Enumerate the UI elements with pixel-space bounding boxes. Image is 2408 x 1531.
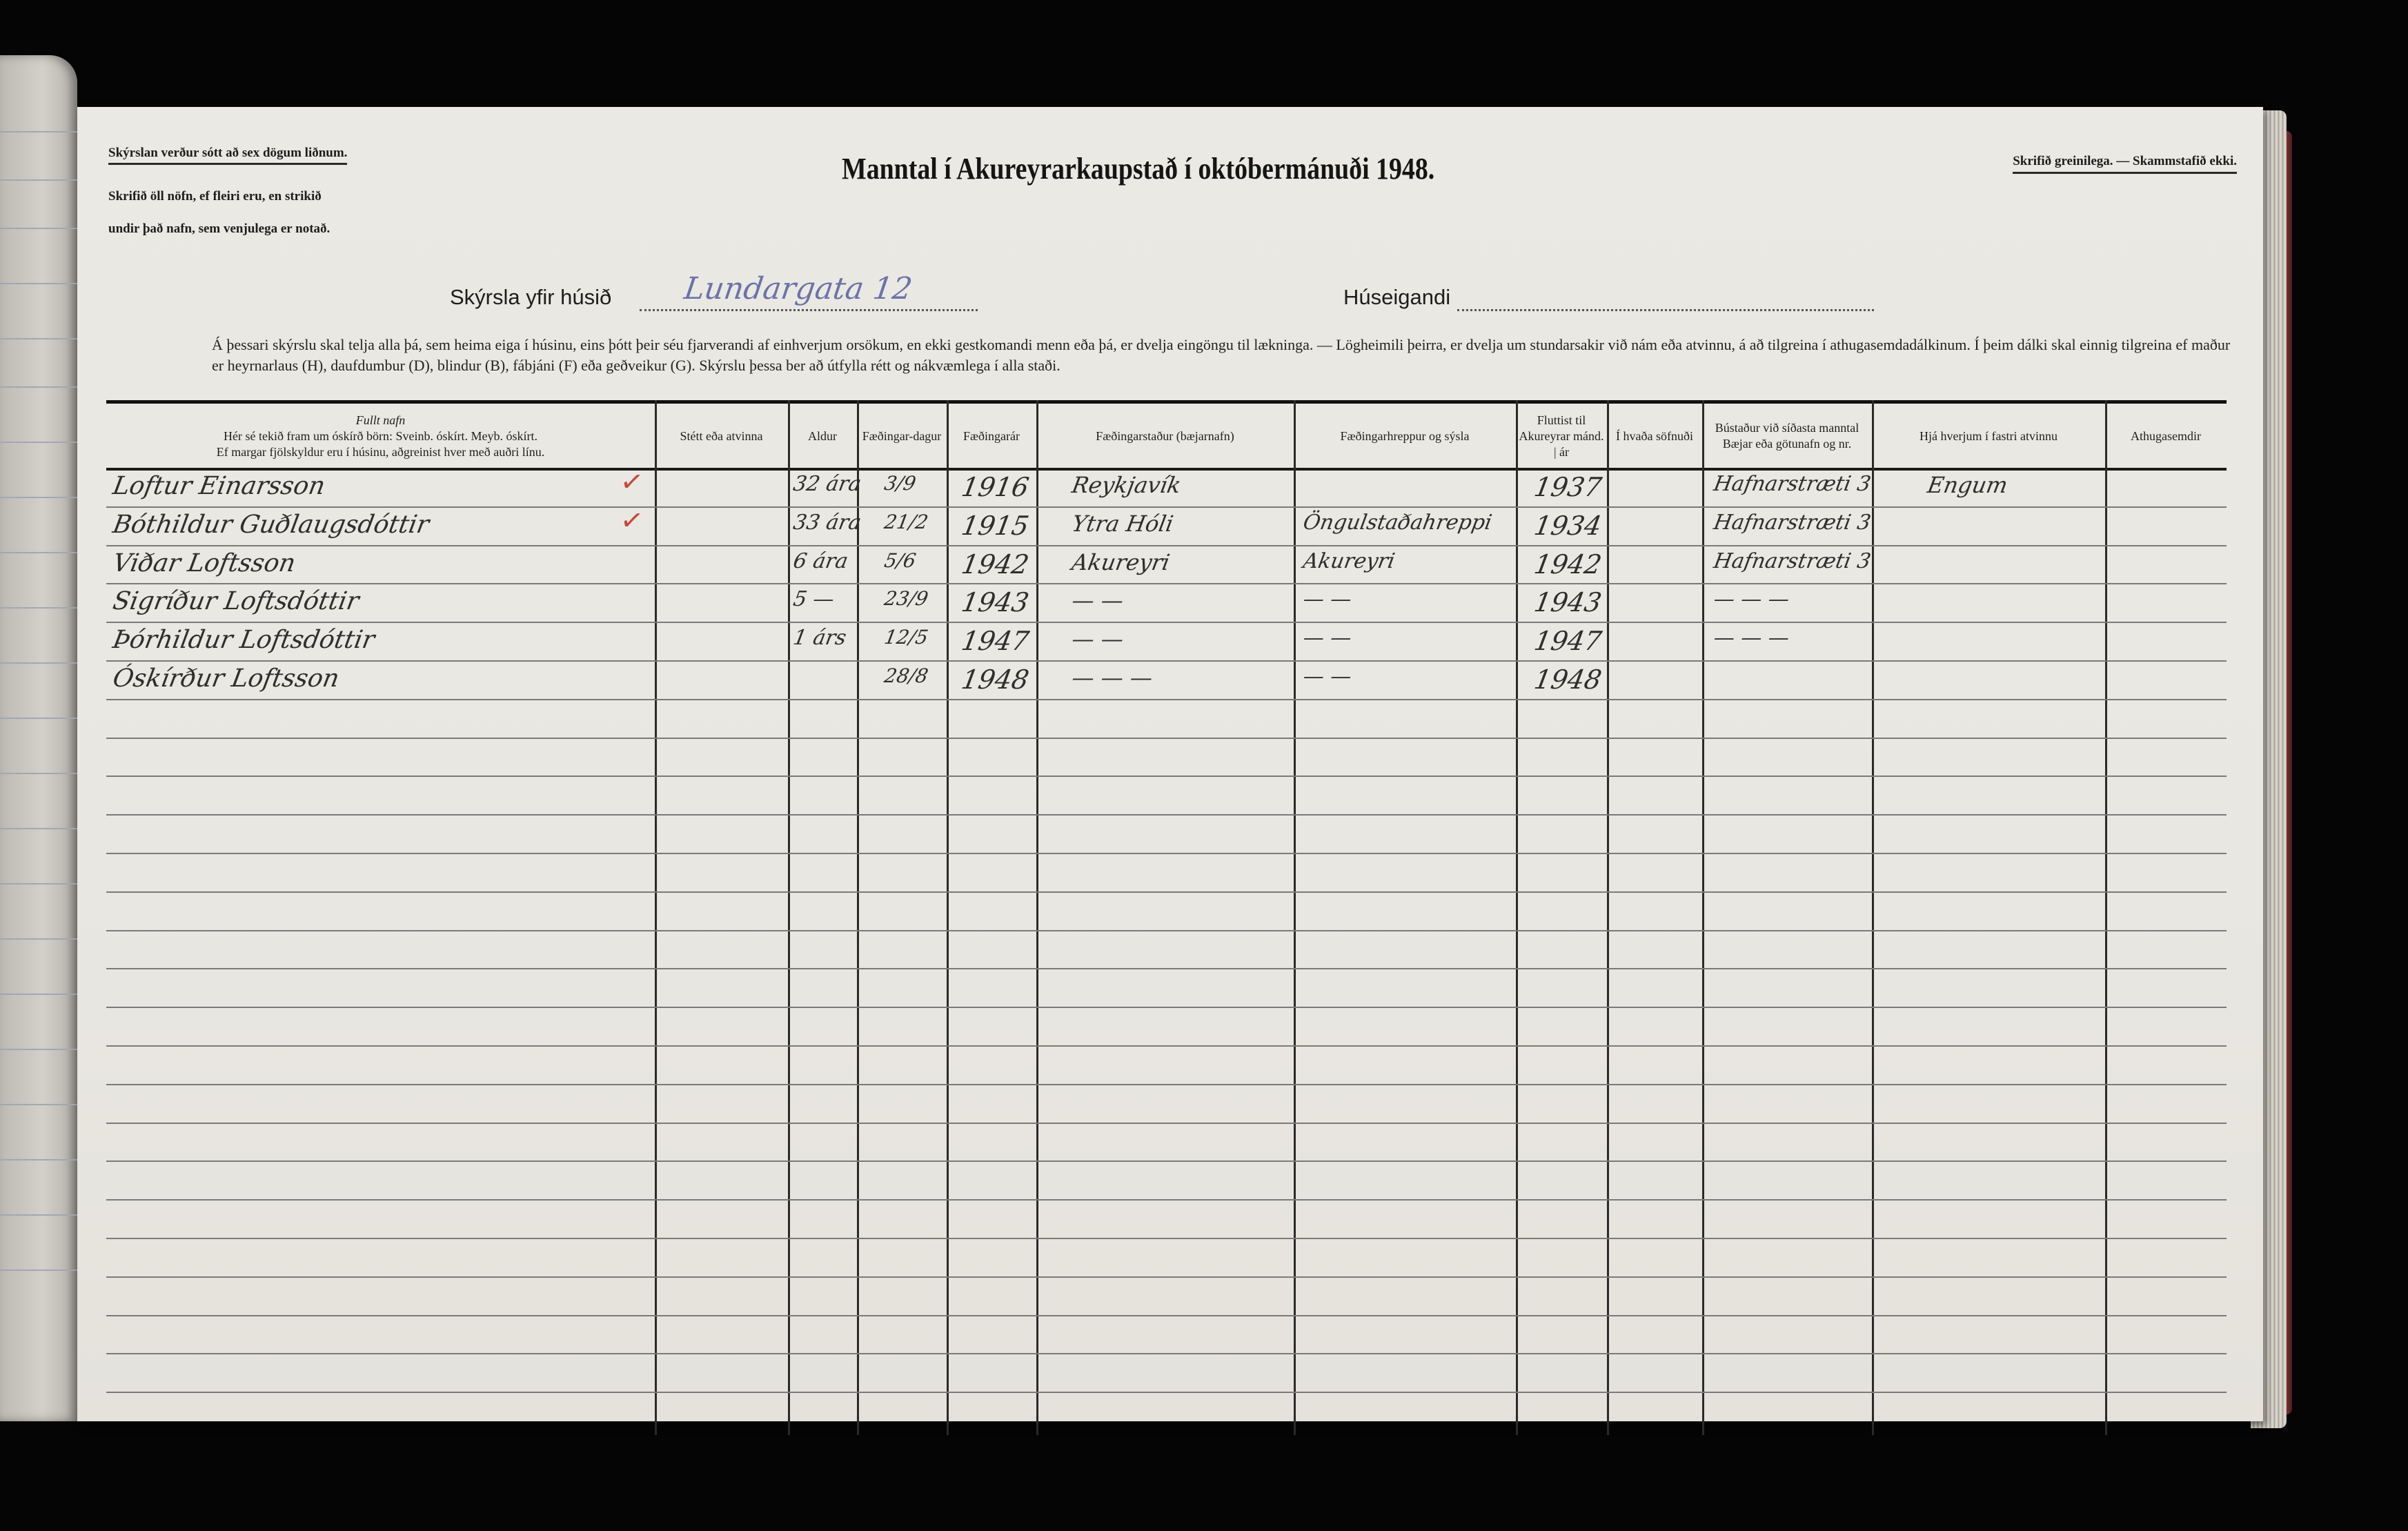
row-birth-place: — — — [1069,664,1155,691]
column-divider [1516,400,1518,1435]
row-birth-year: 1947 [959,626,1032,656]
column-divider [947,400,949,1435]
row-birth-place: Reykjavík [1069,472,1183,498]
row-age: 6 ára [791,549,850,573]
column-header-name-title: Fullt nafn [355,413,406,427]
ruled-line [106,930,2227,931]
report-house-label: Skýrsla yfir húsið [450,285,612,309]
row-birth-day: 5/6 [882,549,918,572]
row-birth-parish: Akureyri [1301,549,1397,573]
left-page-edge [0,55,77,1421]
row-age: 32 ára [791,472,863,496]
row-birth-year: 1942 [959,549,1032,580]
column-header-employer: Hjá hverjum í fastri atvinnu [1920,428,2057,443]
ruled-line [106,699,2227,700]
row-name: Bóthildur Guðlaugsdóttir [110,511,431,539]
row-previous-residence: Hafnarstræti 3 [1711,549,1873,573]
row-birth-day: 3/9 [882,472,918,495]
column-header-birth-year: Fæðingarár [963,428,1020,443]
column-header-remarks: Athugasemdir [2131,428,2201,443]
row-birth-day: 12/5 [882,626,930,649]
row-moved-year: 1948 [1532,664,1604,695]
row-birth-day: 23/9 [882,587,930,610]
ruled-line [106,1199,2227,1201]
column-divider [1607,400,1609,1435]
ruled-line [106,1238,2227,1239]
row-moved-year: 1943 [1532,587,1604,618]
report-house-value[interactable]: Lundargata 12 [682,271,915,306]
names-notice-line-1: Skrifið öll nöfn, ef fleiri eru, en strikið [108,189,322,204]
row-birth-parish: — — [1301,626,1354,650]
row-name: Loftur Einarsson [110,472,328,500]
ruled-line [106,968,2227,969]
row-birth-place: — — [1069,587,1126,613]
ruled-line [106,1392,2227,1393]
row-previous-residence: — — — [1711,587,1792,611]
row-birth-year: 1916 [959,472,1032,502]
column-header-name-note-2: Ef margar fjölskyldur eru í húsinu, aðgreinist hver með auðri línu. [216,444,545,459]
ruled-line [106,1276,2227,1278]
ruled-line [106,1084,2227,1085]
ruled-line [106,776,2227,777]
house-owner-field-line[interactable] [1457,309,1874,311]
census-table [106,400,2227,1435]
column-header-name-note-1: Hér sé tekið fram um óskírð börn: Sveinb. óskírt. Meyb. óskírt. [224,428,537,443]
row-birth-day: 28/8 [882,664,930,687]
ruled-line [106,1007,2227,1008]
row-name: Þórhildur Loftsdóttir [110,626,377,654]
house-owner-label: Húseigandi [1343,285,1451,309]
row-name: Sigríður Loftsdóttir [110,587,362,615]
ruled-line [106,1353,2227,1354]
row-moved-year: 1947 [1532,626,1604,656]
row-previous-residence: — — — [1711,626,1792,650]
column-header-birth-place: Fæðingarstaður (bæjarnafn) [1096,428,1234,443]
row-birth-year: 1915 [959,511,1032,541]
table-top-rule [106,400,2227,404]
row-birth-day: 21/2 [882,511,930,533]
ruled-line [106,583,2227,584]
row-name: Óskírður Loftsson [110,664,342,693]
row-birth-year: 1943 [959,587,1032,618]
column-header-moved-to-akureyri: Fluttist til Akureyrar mánd. | ár [1519,413,1604,459]
row-birth-year: 1948 [959,664,1032,695]
row-moved-year: 1934 [1532,511,1604,541]
column-header-occupation: Stétt eða atvinna [680,428,763,443]
ruled-line [106,1315,2227,1316]
ruled-line [106,1160,2227,1162]
red-check-mark: ✓ [618,503,646,539]
form-title: Manntal í Akureyrarkaupstað í októbermánuði 1948. [842,152,1435,186]
row-birth-parish: — — [1301,664,1354,689]
report-house-field-line [640,309,978,311]
row-previous-residence: Hafnarstræti 3 [1711,472,1873,496]
row-age: 33 ára [791,511,863,535]
row-name: Viðar Loftsson [110,549,298,577]
census-form-page [77,107,2263,1421]
column-divider [1294,400,1296,1435]
ruled-line [106,506,2227,508]
ruled-line [106,1045,2227,1047]
column-divider [857,400,859,1435]
names-notice-line-2: undir það nafn, sem venjulega er notað. [108,221,330,236]
ruled-line [106,660,2227,662]
column-divider [788,400,790,1435]
column-header-birth-day: Fæðingar-dagur [862,428,942,443]
row-birth-parish: — — [1301,587,1354,611]
row-moved-year: 1937 [1532,472,1604,502]
ruled-line [106,622,2227,623]
red-check-mark: ✓ [618,464,646,500]
row-age: 5 — [791,587,836,611]
row-employer: Engum [1925,472,2010,498]
column-header-age: Aldur [808,428,837,443]
row-age: 1 árs [791,626,849,650]
row-birth-place: Akureyri [1069,549,1172,575]
ruled-line [106,814,2227,816]
ruled-line [106,853,2227,854]
write-clearly-notice: Skrifið greinilega. — Skammstafið ekki. [2013,154,2237,174]
row-moved-year: 1942 [1532,549,1604,580]
row-previous-residence: Hafnarstræti 3 [1711,511,1873,535]
ruled-line [106,1123,2227,1124]
ruled-line [106,738,2227,739]
column-header-previous-residence: Bústaður við síðasta manntal Bæjar eða götunafn og nr. [1715,421,1859,451]
column-divider [2105,400,2107,1435]
column-divider [655,400,657,1435]
submission-notice: Skýrslan verður sótt að sex dögum liðnum. [108,146,347,165]
column-divider [1872,400,1874,1435]
form-instructions: Á þessari skýrslu skal telja alla þá, sem heima eiga í húsinu, eins þótt þeir séu fjarverandi af einhverjum orsökum, en ekki gestkomandi menn eða þá, er dvelja eingöngu til lækninga. — Lögheimili þeirra, er dvelja um stundarsakir við nám eða atvinnu, á að tilgreina í athugasemdadálkinum. Í þeim dálki skal einnig tilgreina ef maður er heyrnarlaus (H), daufdumbur (D), blindur (B), fábjáni (F) eða geðveikur (G). Skýrslu þessa ber að útfylla rétt og nákvæmlega í alla staði. [212,336,2231,374]
column-header-congregation: Í hvaða söfnuði [1616,428,1693,443]
column-header-full-name [106,406,655,466]
column-divider [1702,400,1704,1435]
ruled-line [106,891,2227,893]
column-divider [1036,400,1038,1435]
row-birth-parish: Öngulstaðahreppi [1301,511,1494,535]
table-header-rule [106,468,2227,471]
row-birth-place: Ytra Hóli [1069,511,1176,537]
column-header-birth-parish: Fæðingarhreppur og sýsla [1340,428,1470,443]
row-birth-place: — — [1069,626,1126,652]
ruled-line [106,545,2227,546]
